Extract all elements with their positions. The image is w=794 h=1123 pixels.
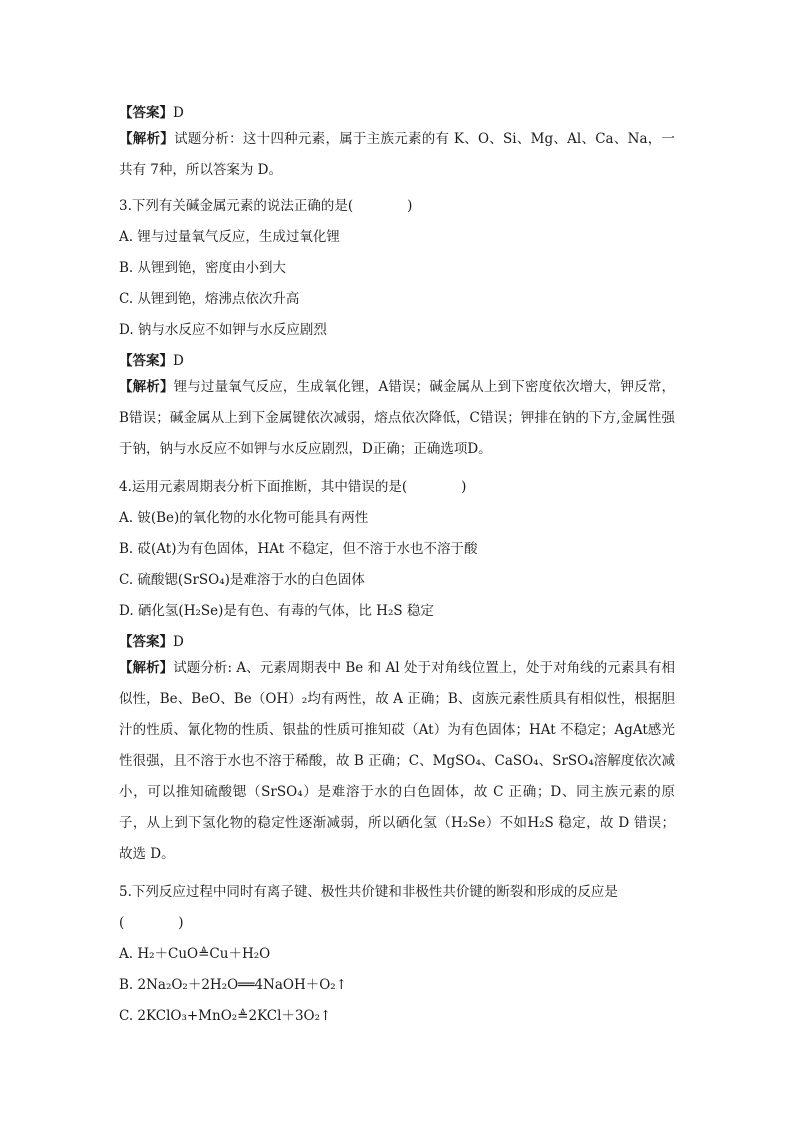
question-5-stem: 5.下列反应过程中同时有离子键、极性共价键和非极性共价键的断裂和形成的反应是 xyxy=(119,884,618,900)
explanation-label: 【解析】 xyxy=(119,660,174,676)
question-4-stem: 4.运用元素周期表分析下面推断，其中错误的是( ) xyxy=(119,479,467,495)
question-5-stem-bracket: ( ) xyxy=(119,915,184,931)
question-3-option-c: C. 从锂到铯，熔沸点依次升高 xyxy=(119,291,300,307)
explanation-label: 【解析】 xyxy=(119,379,174,395)
answer-value: D xyxy=(173,105,184,121)
explanation-label: 【解析】 xyxy=(119,131,175,147)
explanation-text: 试题分析: A、元素周期表中 Be 和 Al 处于对角线位置上，处于对角线的元素具有相似性，Be、BeO、Be（OH）₂均有两性，故 A 正确；B、卤族元素性质具有相似性，根据胆汁的性质、氰化物的性质、银盐的性质可推知砹（At）为有色固体；HAt 不稳定；AgAt感光性很强，且不溶于水也不溶于稀酸，故 B 正确；C、MgSO₄、CaSO₄、SrSO₄溶解度依次减小，可以推知硫酸锶（SrSO₄）是难溶于水的白色固体，故 C 正确；D、同主族元素的原子，从上到下氢化物的稳定性逐渐减弱，所以硒化氢（H₂Se）不如H₂S 稳定，故 D 错误；故选 D。 xyxy=(119,660,676,862)
question-3-option-a: A. 锂与过量氧气反应，生成过氧化锂 xyxy=(119,229,340,245)
explanation-q3 xyxy=(119,372,675,465)
question-4-option-b: B. 砹(At)为有色固体，HAt 不稳定，但不溶于水也不溶于酸 xyxy=(119,541,478,557)
answer-value: D xyxy=(173,634,184,650)
question-3-option-d: D. 钠与水反应不如钾与水反应剧烈 xyxy=(119,322,327,338)
answer-label: 【答案】 xyxy=(119,634,173,650)
question-5-option-b: B. 2Na₂O₂＋2H₂O══4NaOH＋O₂↑ xyxy=(119,977,348,993)
answer-label: 【答案】 xyxy=(119,105,173,121)
explanation-q4 xyxy=(119,653,675,870)
answer-q3 xyxy=(119,352,184,370)
question-4-option-d: D. 硒化氢(H₂Se)是有色、有毒的气体，比 H₂S 稳定 xyxy=(119,603,434,619)
answer-q4 xyxy=(119,633,184,651)
question-5-option-c: C. 2KClO₃+MnO₂≜2KCl＋3O₂↑ xyxy=(119,1008,332,1024)
question-5-option-a: A. H₂＋CuO≜Cu＋H₂O xyxy=(119,946,271,962)
question-4-option-a: A. 铍(Be)的氧化物的水化物可能具有两性 xyxy=(119,510,369,526)
answer-q2 xyxy=(119,104,184,122)
question-4-option-c: C. 硫酸锶(SrSO₄)是难溶于水的白色固体 xyxy=(119,572,365,588)
question-3-stem: 3.下列有关碱金属元素的说法正确的是( ) xyxy=(119,198,413,214)
explanation-text: 试题分析：这十四种元素，属于主族元素的有 K、O、Si、Mg、Al、Ca、Na，一共有 7种，所以答案为 D。 xyxy=(119,131,676,178)
question-3-option-b: B. 从锂到铯，密度由小到大 xyxy=(119,260,287,276)
answer-value: D xyxy=(173,353,184,369)
explanation-text: 锂与过量氧气反应，生成氧化锂，A错误；碱金属从上到下密度依次增大，钾反常，B错误；碱金属从上到下金属键依次减弱，熔点依次降低，C错误；钾排在钠的下方,金属性强于钠，钠与水反应不如钾与水反应剧烈，D正确；正确选项D。 xyxy=(119,379,675,457)
answer-label: 【答案】 xyxy=(119,353,173,369)
explanation-q2 xyxy=(119,124,675,186)
